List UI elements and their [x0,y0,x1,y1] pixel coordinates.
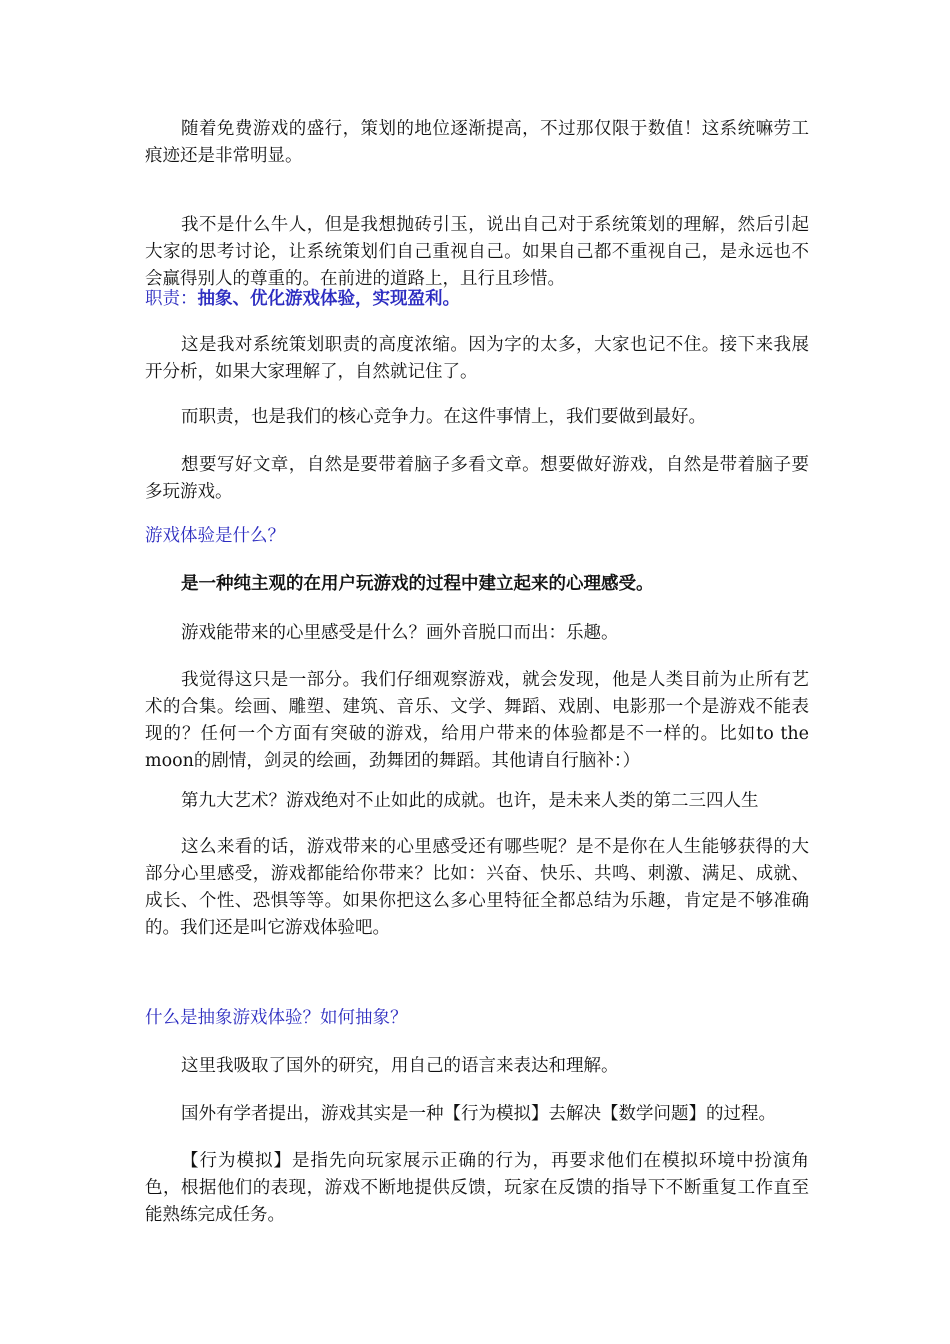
paragraph-condensed: 这是我对系统策划职责的高度浓缩。因为字的太多，大家也记不住。接下来我展开分析，如果大家理解了，自然就记住了。 [145,335,809,382]
heading-what-is-experience: 游戏体验是什么？ [145,526,285,546]
paragraph-foreign-research: 这里我吸取了国外的研究，用自己的语言来表达和理解。 [181,1056,619,1076]
paragraph-ninth-art: 第九大艺术？游戏绝对不止如此的成就。也许，是未来人类的第二三四人生 [181,791,759,811]
paragraph-play-games: 想要写好文章，自然是要带着脑子多看文章。想要做好游戏，自然是带着脑子要多玩游戏。 [145,455,809,502]
paragraph-core-competence: 而职责，也是我们的核心竞争力。在这件事情上，我们要做到最好。 [181,407,706,427]
heading-responsibility [145,286,809,313]
heading-abstract-experience: 什么是抽象游戏体验？如何抽象？ [145,1008,408,1028]
paragraph-definition: 是一种纯主观的在用户玩游戏的过程中建立起来的心理感受。 [181,574,654,594]
paragraph-behavior-math: 国外有学者提出，游戏其实是一种【行为模拟】去解决【数学问题】的过程。 [181,1104,776,1124]
paragraph-feelings: 这么来看的话，游戏带来的心里感受还有哪些呢？是不是你在人生能够获得的大部分心里感受，游戏都能给你带来？比如：兴奋、快乐、共鸣、刺激、满足、成就、成长、个性、恐惧等等。如果你把这么多心里特征全都总结为乐趣，肯定是不够准确的。我们还是叫它游戏体验吧。 [145,837,809,938]
heading-responsibility-bold: 抽象、优化游戏体验，实现盈利。 [197,289,460,309]
heading-responsibility-prefix: 职责： [145,289,198,309]
paragraph-art-collection: 我觉得这只是一部分。我们仔细观察游戏，就会发现，他是人类目前为止所有艺术的合集。绘画、雕塑、建筑、音乐、文学、舞蹈、戏剧、电影那一个是游戏不能表 现的？任何一个方面有突破的游戏，给用户带来的体验都是不一样的。比如to the moon的剧情，剑灵的绘画，劲舞团的舞蹈。其他请自行脑补：） [145,670,809,771]
paragraph-author-intent: 我不是什么牛人，但是我想抛砖引玉，说出自己对于系统策划的理解，然后引起大家的思考讨论，让系统策划们自己重视自己。如果自己都不重视自己，是永远也不会赢得别人的尊重的。在前进的道路上，且行且珍惜。 [145,215,809,289]
paragraph-behavior-simulation: 【行为模拟】是指先向玩家展示正确的行为，再要求他们在模拟环境中扮演角色，根据他们的表现，游戏不断地提供反馈，玩家在反馈的指导下不断重复工作直至能熟练完成任务。 [145,1151,809,1225]
paragraph-fun: 游戏能带来的心里感受是什么？画外音脱口而出：乐趣。 [181,623,619,643]
paragraph-intro: 随着免费游戏的盛行，策划的地位逐渐提高，不过那仅限于数值！这系统嘛劳工痕迹还是非常明显。 [145,119,809,166]
